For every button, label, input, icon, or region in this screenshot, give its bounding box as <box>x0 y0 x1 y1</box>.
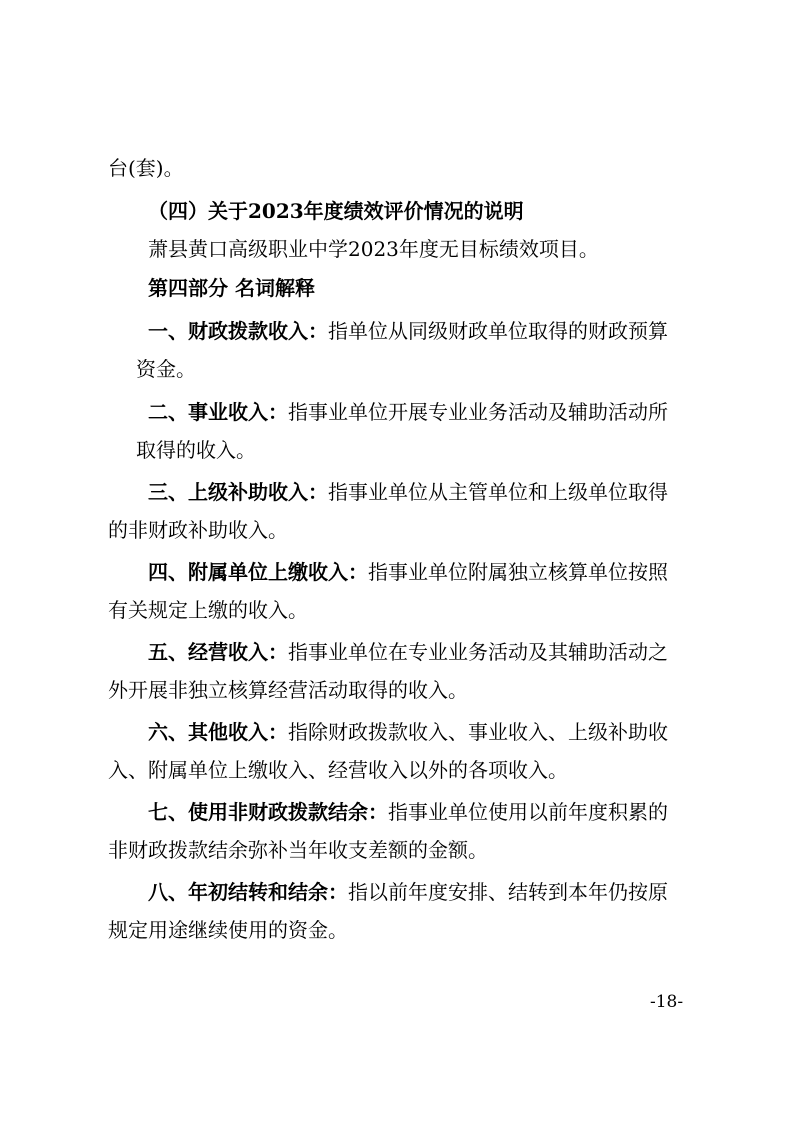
term-definition <box>148 398 668 426</box>
definition-continuation: 入、附属单位上缴收入、经营收入以外的各项收入。 <box>108 758 568 782</box>
definition-text: 指事业单位使用以前年度积累的 <box>388 800 668 824</box>
part-heading: 第四部分 名词解释 <box>148 276 315 300</box>
continuation-line: 台(套)。 <box>108 156 184 180</box>
definition-text: 指事业单位开展专业业务活动及辅助活动所 <box>288 400 668 424</box>
definition-text: 指事业单位在专业业务活动及其辅助活动之 <box>288 640 668 664</box>
term-definition <box>148 638 668 666</box>
term-label: 六、其他收入： <box>148 720 288 744</box>
definition-continuation: 资金。 <box>136 357 196 381</box>
term-definition <box>148 718 668 746</box>
term-label: 八、年初结转和结余： <box>148 880 348 904</box>
term-definition <box>148 317 668 345</box>
definition-text: 指事业单位从主管单位和上级单位取得 <box>328 480 668 504</box>
term-label: 一、财政拨款收入： <box>148 319 328 343</box>
term-label: 七、使用非财政拨款结余： <box>148 800 388 824</box>
term-label: 二、事业收入： <box>148 400 288 424</box>
term-label: 四、附属单位上缴收入： <box>148 560 368 584</box>
page-number: -18- <box>650 992 684 1012</box>
definition-continuation: 非财政拨款结余弥补当年收支差额的金额。 <box>108 838 488 862</box>
term-label: 五、经营收入： <box>148 640 288 664</box>
term-definition <box>148 478 668 506</box>
definition-text: 指单位从同级财政单位取得的财政预算 <box>328 319 668 343</box>
definition-continuation: 的非财政补助收入。 <box>108 518 288 542</box>
definition-continuation: 外开展非独立核算经营活动取得的收入。 <box>108 678 468 702</box>
definition-text: 指除财政拨款收入、事业收入、上级补助收 <box>288 720 668 744</box>
definition-continuation: 取得的收入。 <box>136 438 256 462</box>
term-definition <box>148 558 668 586</box>
definition-text: 指事业单位附属独立核算单位按照 <box>368 560 668 584</box>
section-paragraph: 萧县黄口高级职业中学2023年度无目标绩效项目。 <box>148 237 599 261</box>
definition-continuation: 规定用途继续使用的资金。 <box>108 918 348 942</box>
term-definition <box>148 878 668 906</box>
section-heading: （四）关于2023年度绩效评价情况的说明 <box>148 199 524 223</box>
term-definition <box>148 798 668 826</box>
definition-continuation: 有关规定上缴的收入。 <box>108 598 308 622</box>
term-label: 三、上级补助收入： <box>148 480 328 504</box>
definition-text: 指以前年度安排、结转到本年仍按原 <box>348 880 668 904</box>
